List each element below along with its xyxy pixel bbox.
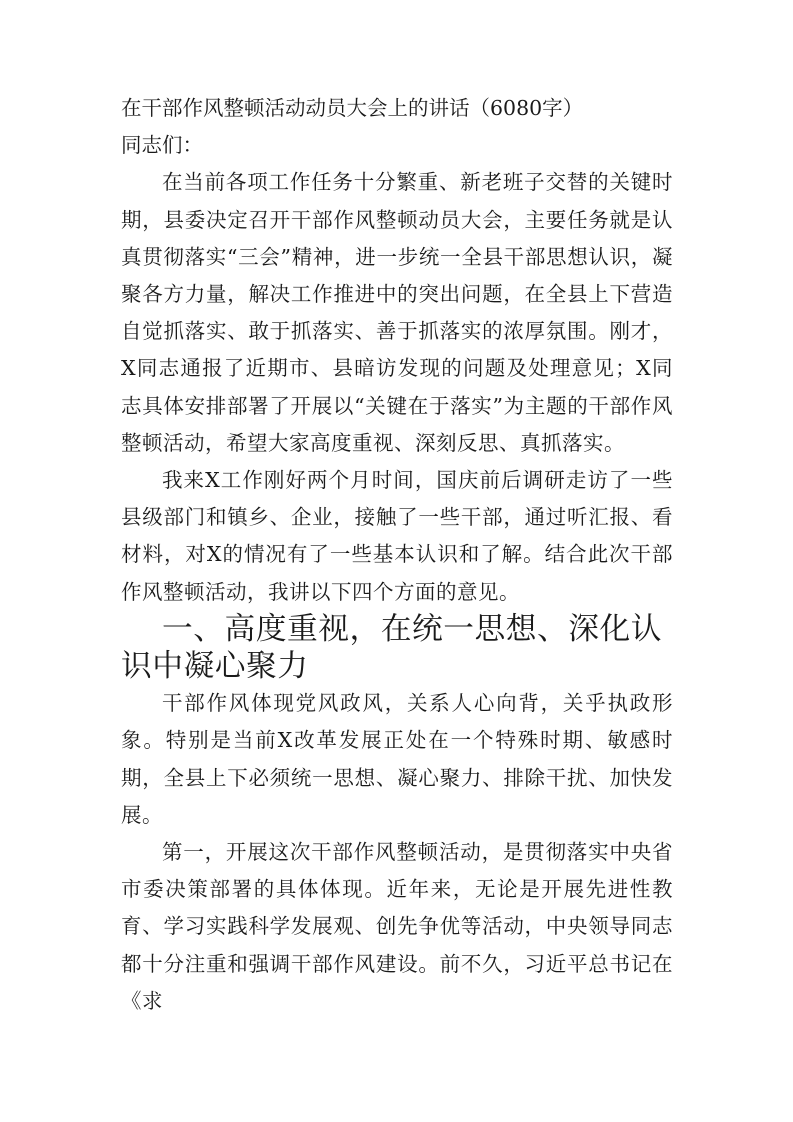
paragraph-introduction: 我来X工作刚好两个月时间，国庆前后调研走访了一些县级部门和镇乡、企业，接触了一些干部，通过听汇报、看材料，对X的情况有了一些基本认识和了解。结合此次干部作风整顿活动，我讲以下四个方面的意见。 [121,468,673,604]
greeting: 同志们： [121,133,203,158]
section-heading: 一、高度重视，在统一思想、深化认识中凝心聚力 [121,610,663,685]
document-body [121,90,673,1020]
paragraph-section-intro: 干部作风体现党风政风，关系人心向背，关乎执政形象。特别是当前X改革发展正处在一个特殊时期、敏感时期，全县上下必须统一思想、凝心聚力、排除干扰、加快发展。 [121,691,673,827]
document-title: 在干部作风整顿活动动员大会上的讲话（6080字） [121,96,584,120]
paragraph-first-point: 第一，开展这次干部作风整顿活动，是贯彻落实中央省市委决策部署的具体体现。近年来，无论是开展先进性教育、学习实践科学发展观、创先争优等活动，中央领导同志都十分注重和强调干部作风建设。前不久，习近平总书记在《求 [121,840,673,1013]
paragraph-opening: 在当前各项工作任务十分繁重、新老班子交替的关键时期，县委决定召开干部作风整顿动员大会，主要任务就是认真贯彻落实“三会”精神，进一步统一全县干部思想认识，凝聚各方力量，解决工作推进中的突出问题，在全县上下营造自觉抓落实、敢于抓落实、善于抓落实的浓厚氛围。刚才，X同志通报了近期市、县暗访发现的问题及处理意见；X同志具体安排部署了开展以“关键在于落实”为主题的干部作风整顿活动，希望大家高度重视、深刻反思、真抓落实。 [121,170,673,455]
